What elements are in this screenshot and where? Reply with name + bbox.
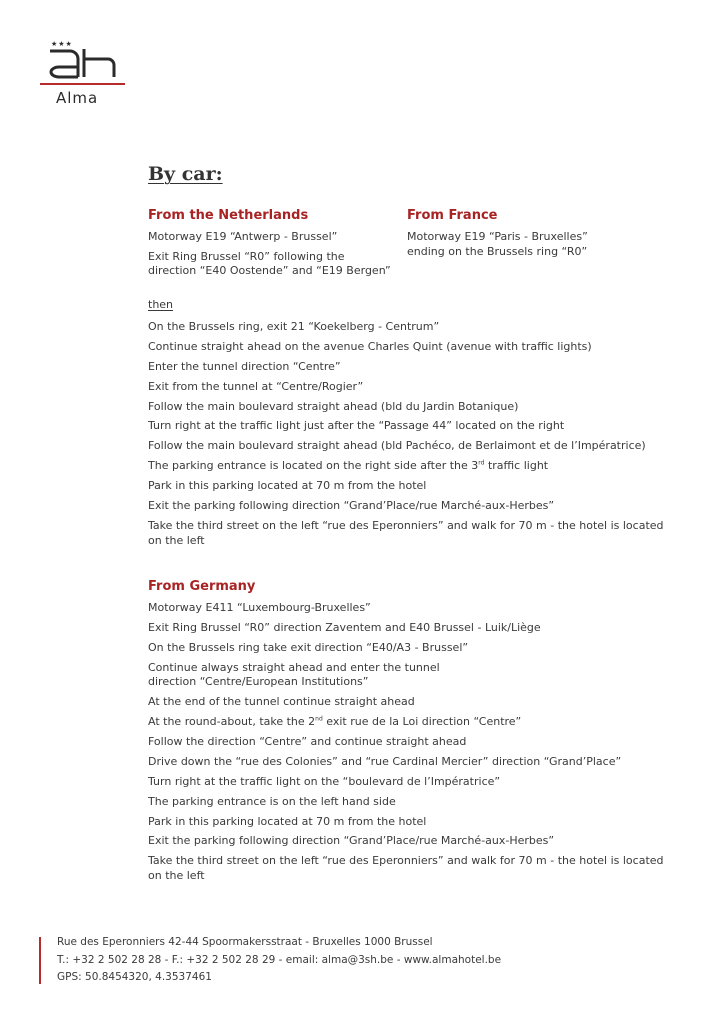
logo-divider [40,83,125,85]
then-step: Park in this parking located at 70 m from the hotel [148,479,427,493]
germany-step: At the round-about, take the 2nd exit rue de la Loi direction “Centre” [148,715,522,729]
germany-step: Exit Ring Brussel “R0” direction Zaventem and E40 Brussel - Luik/Liège [148,620,541,634]
then-steps-list [148,320,668,553]
then-step: Follow the main boulevard straight ahead (bld du Jardin Botanique) [148,399,519,413]
heading-france: From France [407,208,498,223]
then-step: Continue straight ahead on the avenue Charles Quint (avenue with traffic lights) [148,339,592,353]
footer [57,934,517,987]
germany-step: The parking entrance is on the left hand side [148,794,396,808]
then-step: Enter the tunnel direction “Centre” [148,359,341,373]
germany-steps-list [148,601,668,889]
then-step: Exit from the tunnel at “Centre/Rogier” [148,379,364,393]
footer-gps: GPS: 50.8454320, 4.3537461 [57,971,212,984]
footer-address: Rue des Eperonniers 42-44 Spoormakersstraat - Bruxelles 1000 Brussel [57,936,433,948]
france-line: Motorway E19 “Paris - Bruxelles” ending on the Brussels ring “R0” [407,230,588,258]
netherlands-line: Exit Ring Brussel “R0” following the direction “E40 Oostende” and “E19 Bergen” [148,249,391,278]
page-title: By car: [148,163,223,185]
germany-step: Motorway E411 “Luxembourg-Bruxelles” [148,601,371,614]
footer-contact: T.: +32 2 502 28 28 - F.: +32 2 502 28 29 - email: alma@3sh.be - www.almahotel.be [57,953,502,966]
germany-step: Exit the parking following direction “Grand’Place/rue Marché-aux-Herbes” [148,834,555,848]
then-step: Turn right at the traffic light just after the “Passage 44” located on the right [148,419,565,433]
heading-germany: From Germany [148,579,256,594]
logo-name: Alma [56,89,99,107]
netherlands-section [148,230,398,284]
then-label: then [148,298,174,311]
then-step: Exit the parking following direction “Grand’Place/rue Marché-aux-Herbes” [148,499,555,513]
germany-step: Park in this parking located at 70 m from the hotel [148,814,427,828]
netherlands-line: Motorway E19 “Antwerp - Brussel” [148,230,338,243]
france-section [407,230,607,264]
germany-step: Drive down the “rue des Colonies” and “rue Cardinal Mercier” direction “Grand’Place” [148,754,622,768]
germany-step: Follow the direction “Centre” and continue straight ahead [148,734,467,748]
germany-step: Continue always straight ahead and enter the tunnel direction “Centre/European Institutions” [148,660,440,689]
heading-netherlands: From the Netherlands [148,208,309,223]
footer-accent-bar [39,937,41,984]
logo-mark-icon [48,49,118,80]
then-step: Take the third street on the left “rue des Eperonniers” and walk for 70 m - the hotel is located on the left [148,518,664,547]
germany-step: Take the third street on the left “rue des Eperonniers” and walk for 70 m - the hotel is located on the left [148,854,664,882]
germany-step: Turn right at the traffic light on the “boulevard de l’Impératrice” [148,774,501,788]
then-step: The parking entrance is located on the right side after the 3rd traffic light [148,459,549,473]
logo-stars: ★★★ [51,40,73,48]
germany-step: On the Brussels ring take exit direction “E40/A3 - Brussel” [148,640,469,654]
germany-step: At the end of the tunnel continue straight ahead [148,695,415,709]
then-step: On the Brussels ring, exit 21 “Koekelberg - Centrum” [148,320,440,333]
then-step: Follow the main boulevard straight ahead (bld Pachéco, de Berlaimont et de l’Impératrice) [148,439,646,453]
